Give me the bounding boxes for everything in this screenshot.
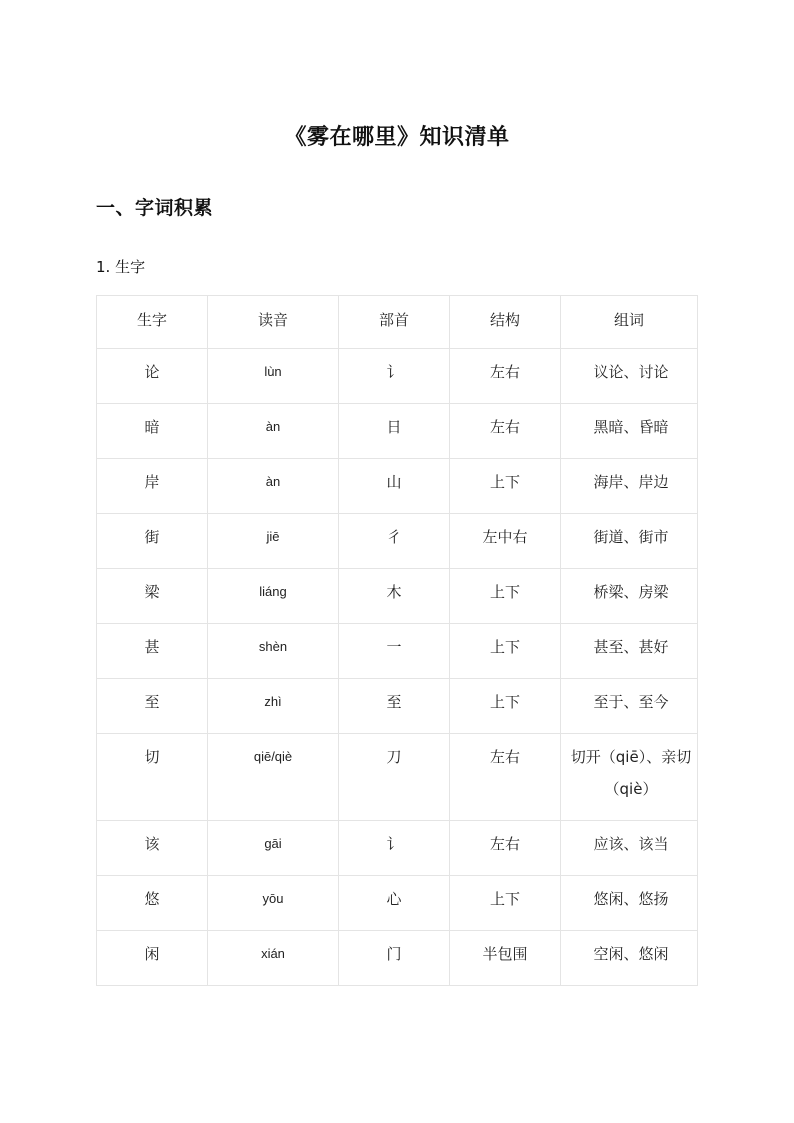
cell-char: 至	[97, 679, 208, 734]
cell-char: 该	[97, 821, 208, 876]
cell-pinyin: qiē/qiè	[208, 734, 339, 821]
cell-structure: 左右	[450, 821, 561, 876]
cell-char: 岸	[97, 459, 208, 514]
cell-words: 应该、该当	[561, 821, 698, 876]
cell-char: 论	[97, 349, 208, 404]
cell-words: 议论、讨论	[561, 349, 698, 404]
cell-structure: 上下	[450, 679, 561, 734]
table-row	[97, 459, 698, 514]
table-header-row	[97, 296, 698, 349]
table-row	[97, 404, 698, 459]
cell-words: 海岸、岸边	[561, 459, 698, 514]
cell-radical: 讠	[339, 349, 450, 404]
cell-char: 街	[97, 514, 208, 569]
cell-radical: 心	[339, 876, 450, 931]
cell-radical: 山	[339, 459, 450, 514]
cell-words: 切开（qiē）、亲切（qiè）	[561, 734, 698, 821]
cell-radical: 门	[339, 931, 450, 986]
cell-pinyin: jiē	[208, 514, 339, 569]
cell-pinyin: lùn	[208, 349, 339, 404]
table-row	[97, 569, 698, 624]
cell-pinyin: àn	[208, 459, 339, 514]
cell-radical: 至	[339, 679, 450, 734]
cell-char: 切	[97, 734, 208, 821]
cell-pinyin: shèn	[208, 624, 339, 679]
header-words: 组词	[561, 296, 698, 349]
header-char: 生字	[97, 296, 208, 349]
cell-pinyin: xián	[208, 931, 339, 986]
cell-structure: 左中右	[450, 514, 561, 569]
cell-words: 悠闲、悠扬	[561, 876, 698, 931]
cell-words: 街道、街市	[561, 514, 698, 569]
cell-radical: 木	[339, 569, 450, 624]
table-row	[97, 514, 698, 569]
sub-heading: 1. 生字	[96, 258, 146, 276]
cell-char: 梁	[97, 569, 208, 624]
cell-radical: 日	[339, 404, 450, 459]
cell-pinyin: gāi	[208, 821, 339, 876]
cell-structure: 上下	[450, 876, 561, 931]
section-heading: 一、字词积累	[96, 197, 214, 219]
cell-pinyin: zhì	[208, 679, 339, 734]
header-pinyin: 读音	[208, 296, 339, 349]
cell-structure: 上下	[450, 569, 561, 624]
cell-radical: 彳	[339, 514, 450, 569]
cell-pinyin: àn	[208, 404, 339, 459]
cell-pinyin: liáng	[208, 569, 339, 624]
cell-structure: 上下	[450, 459, 561, 514]
cell-char: 甚	[97, 624, 208, 679]
header-structure: 结构	[450, 296, 561, 349]
cell-char: 闲	[97, 931, 208, 986]
header-radical: 部首	[339, 296, 450, 349]
table-row	[97, 821, 698, 876]
cell-words: 桥梁、房梁	[561, 569, 698, 624]
cell-structure: 上下	[450, 624, 561, 679]
cell-pinyin: yōu	[208, 876, 339, 931]
cell-words: 甚至、甚好	[561, 624, 698, 679]
cell-structure: 左右	[450, 404, 561, 459]
cell-structure: 左右	[450, 349, 561, 404]
page-title: 《雾在哪里》知识清单	[284, 125, 510, 150]
cell-char: 悠	[97, 876, 208, 931]
table-row	[97, 349, 698, 404]
table-row	[97, 624, 698, 679]
cell-structure: 左右	[450, 734, 561, 821]
cell-char: 暗	[97, 404, 208, 459]
cell-words: 至于、至今	[561, 679, 698, 734]
characters-table	[96, 295, 698, 986]
cell-radical: 讠	[339, 821, 450, 876]
cell-structure: 半包围	[450, 931, 561, 986]
cell-radical: 一	[339, 624, 450, 679]
table-row	[97, 734, 698, 821]
cell-radical: 刀	[339, 734, 450, 821]
table-row	[97, 931, 698, 986]
cell-words: 黑暗、昏暗	[561, 404, 698, 459]
cell-words: 空闲、悠闲	[561, 931, 698, 986]
table-row	[97, 679, 698, 734]
table-row	[97, 876, 698, 931]
